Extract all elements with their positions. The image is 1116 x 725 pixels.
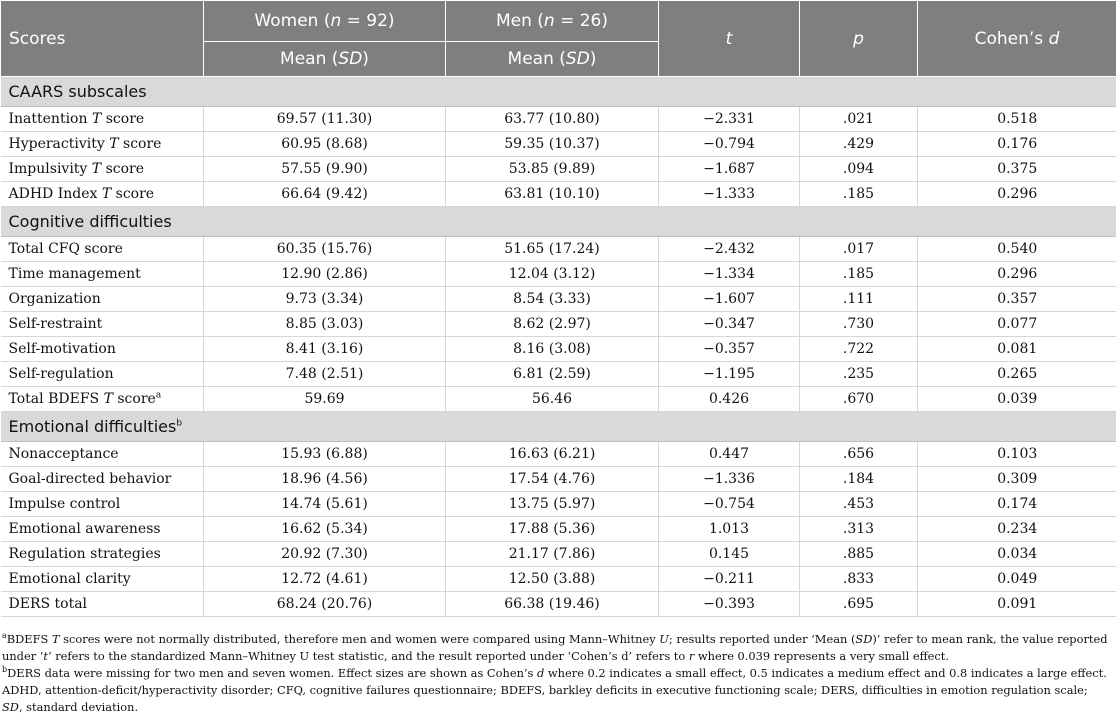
cell-t: 1.013: [659, 517, 800, 542]
table-row: [1, 387, 1116, 412]
row-label: Self-motivation: [1, 337, 204, 362]
table-footnotes: [0, 631, 1114, 716]
cell-women: 20.92 (7.30): [204, 542, 446, 567]
cell-cohens-d: 0.039: [918, 387, 1116, 412]
row-label: Emotional awareness: [1, 517, 204, 542]
cell-women: 66.64 (9.42): [204, 182, 446, 207]
table-row: [1, 592, 1116, 617]
cell-cohens-d: 0.296: [918, 262, 1116, 287]
header-women: Women (n = 92): [204, 1, 446, 42]
cell-t: −0.357: [659, 337, 800, 362]
header-cohens-d: Cohen’s d: [918, 1, 1116, 77]
section-title: CAARS subscales: [1, 77, 1116, 107]
cell-women: 18.96 (4.56): [204, 467, 446, 492]
footnote-sd: SD, standard deviation.: [2, 700, 139, 714]
table-row: [1, 262, 1116, 287]
cell-cohens-d: 0.176: [918, 132, 1116, 157]
cell-women: 8.85 (3.03): [204, 312, 446, 337]
cell-women: 60.95 (8.68): [204, 132, 446, 157]
table-row: [1, 467, 1116, 492]
cell-t: −1.333: [659, 182, 800, 207]
cell-men: 6.81 (2.59): [446, 362, 659, 387]
header-p: p: [800, 1, 918, 77]
row-label: Emotional clarity: [1, 567, 204, 592]
cell-men: 17.54 (4.76): [446, 467, 659, 492]
cell-p: .695: [800, 592, 918, 617]
table-row: [1, 337, 1116, 362]
cell-t: −1.336: [659, 467, 800, 492]
header-men-mean-sd: Mean (SD): [446, 42, 659, 77]
cell-t: −1.334: [659, 262, 800, 287]
cell-t: 0.145: [659, 542, 800, 567]
footnote-a: $^a$BDEFS T scores were not normally distributed, therefore men and women were compared using Mann–Whitney U; results reported under ‘Mean (SD)’ refer to mean rank, the value reported under ‘t’ refers to the standardized Mann–Whitney U test statistic, and the result reported under ‘Cohen’s d’ refers to r where 0.039 represents a very small effect.: [2, 631, 1108, 663]
row-label: Impulse control: [1, 492, 204, 517]
cell-p: .722: [800, 337, 918, 362]
row-label: Regulation strategies: [1, 542, 204, 567]
cell-cohens-d: 0.034: [918, 542, 1116, 567]
table-row: [1, 542, 1116, 567]
cell-t: −0.794: [659, 132, 800, 157]
cell-women: 14.74 (5.61): [204, 492, 446, 517]
cell-cohens-d: 0.103: [918, 442, 1116, 467]
cell-p: .885: [800, 542, 918, 567]
table-row: [1, 312, 1116, 337]
cell-cohens-d: 0.265: [918, 362, 1116, 387]
cell-cohens-d: 0.049: [918, 567, 1116, 592]
cell-men: 8.62 (2.97): [446, 312, 659, 337]
cell-cohens-d: 0.081: [918, 337, 1116, 362]
cell-t: 0.447: [659, 442, 800, 467]
cell-women: 9.73 (3.34): [204, 287, 446, 312]
cell-men: 51.65 (17.24): [446, 237, 659, 262]
cell-cohens-d: 0.296: [918, 182, 1116, 207]
footnote-abbreviations: ADHD, attention-deficit/hyperactivity disorder; CFQ, cognitive failures questionnaire; BDEFS, barkley deficits in executive functioning scale; DERS, difficulties in emotion regulation scale;: [2, 683, 1088, 697]
row-label: Goal-directed behavior: [1, 467, 204, 492]
row-label: Time management: [1, 262, 204, 287]
cell-women: 12.90 (2.86): [204, 262, 446, 287]
cell-p: .185: [800, 182, 918, 207]
cell-p: .017: [800, 237, 918, 262]
cell-p: .730: [800, 312, 918, 337]
cell-men: 16.63 (6.21): [446, 442, 659, 467]
cell-women: 16.62 (5.34): [204, 517, 446, 542]
cell-men: 12.04 (3.12): [446, 262, 659, 287]
cell-t: −1.195: [659, 362, 800, 387]
cell-men: 8.54 (3.33): [446, 287, 659, 312]
cell-cohens-d: 0.091: [918, 592, 1116, 617]
row-label: Inattention T score: [1, 107, 204, 132]
row-label: Impulsivity T score: [1, 157, 204, 182]
cell-men: 12.50 (3.88): [446, 567, 659, 592]
cell-cohens-d: 0.375: [918, 157, 1116, 182]
table-row: [1, 287, 1116, 312]
table-row: [1, 132, 1116, 157]
cell-cohens-d: 0.540: [918, 237, 1116, 262]
row-label: DERS total: [1, 592, 204, 617]
cell-men: 59.35 (10.37): [446, 132, 659, 157]
cell-t: −1.687: [659, 157, 800, 182]
cell-women: 69.57 (11.30): [204, 107, 446, 132]
header-scores: Scores: [1, 1, 204, 77]
footnote-b: $^b$DERS data were missing for two men and seven women. Effect sizes are shown as Cohen’s d where 0.2 indicates a small effect, 0.5 indicates a medium effect and 0.8 indicates a large effect.: [2, 665, 1107, 680]
cell-t: −1.607: [659, 287, 800, 312]
row-label: Organization: [1, 287, 204, 312]
cell-t: −0.347: [659, 312, 800, 337]
cell-p: .453: [800, 492, 918, 517]
cell-p: .021: [800, 107, 918, 132]
cell-t: −0.211: [659, 567, 800, 592]
cell-t: −2.331: [659, 107, 800, 132]
cell-women: 60.35 (15.76): [204, 237, 446, 262]
row-label: Self-regulation: [1, 362, 204, 387]
section-row: [1, 207, 1116, 237]
cell-women: 68.24 (20.76): [204, 592, 446, 617]
cell-p: .094: [800, 157, 918, 182]
cell-women: 7.48 (2.51): [204, 362, 446, 387]
table-row: [1, 107, 1116, 132]
row-label: Hyperactivity T score: [1, 132, 204, 157]
table-row: [1, 157, 1116, 182]
table-row: [1, 182, 1116, 207]
table-row: [1, 362, 1116, 387]
cell-p: .429: [800, 132, 918, 157]
header-t: t: [659, 1, 800, 77]
cell-p: .670: [800, 387, 918, 412]
header-women-mean-sd: Mean (SD): [204, 42, 446, 77]
cell-p: .313: [800, 517, 918, 542]
cell-men: 63.81 (10.10): [446, 182, 659, 207]
cell-women: 8.41 (3.16): [204, 337, 446, 362]
header-men: Men (n = 26): [446, 1, 659, 42]
section-row: [1, 412, 1116, 442]
cell-women: 59.69: [204, 387, 446, 412]
row-label: ADHD Index T score: [1, 182, 204, 207]
section-title: Cognitive difficulties: [1, 207, 1116, 237]
cell-men: 53.85 (9.89): [446, 157, 659, 182]
table-row: [1, 517, 1116, 542]
table-body: [1, 77, 1116, 617]
table-row: [1, 567, 1116, 592]
section-title: Emotional difficulties$^b$: [1, 412, 1116, 442]
row-label: Nonacceptance: [1, 442, 204, 467]
cell-women: 12.72 (4.61): [204, 567, 446, 592]
cell-men: 17.88 (5.36): [446, 517, 659, 542]
cell-cohens-d: 0.234: [918, 517, 1116, 542]
section-row: [1, 77, 1116, 107]
cell-p: .656: [800, 442, 918, 467]
row-label: Self-restraint: [1, 312, 204, 337]
cell-men: 63.77 (10.80): [446, 107, 659, 132]
cell-p: .235: [800, 362, 918, 387]
cell-women: 15.93 (6.88): [204, 442, 446, 467]
cell-p: .185: [800, 262, 918, 287]
cell-p: .833: [800, 567, 918, 592]
table-header: [1, 1, 1116, 77]
cell-cohens-d: 0.518: [918, 107, 1116, 132]
cell-p: .111: [800, 287, 918, 312]
cell-t: −2.432: [659, 237, 800, 262]
cell-women: 57.55 (9.90): [204, 157, 446, 182]
cell-t: −0.754: [659, 492, 800, 517]
cell-men: 8.16 (3.08): [446, 337, 659, 362]
cell-t: −0.393: [659, 592, 800, 617]
cell-men: 13.75 (5.97): [446, 492, 659, 517]
cell-cohens-d: 0.174: [918, 492, 1116, 517]
table-row: [1, 492, 1116, 517]
table-row: [1, 442, 1116, 467]
cell-men: 66.38 (19.46): [446, 592, 659, 617]
cell-cohens-d: 0.357: [918, 287, 1116, 312]
cell-men: 56.46: [446, 387, 659, 412]
cell-cohens-d: 0.077: [918, 312, 1116, 337]
cell-p: .184: [800, 467, 918, 492]
cell-cohens-d: 0.309: [918, 467, 1116, 492]
row-label: Total CFQ score: [1, 237, 204, 262]
cell-t: 0.426: [659, 387, 800, 412]
cell-men: 21.17 (7.86): [446, 542, 659, 567]
table-row: [1, 237, 1116, 262]
row-label: Total BDEFS T score$^a$: [1, 387, 204, 412]
